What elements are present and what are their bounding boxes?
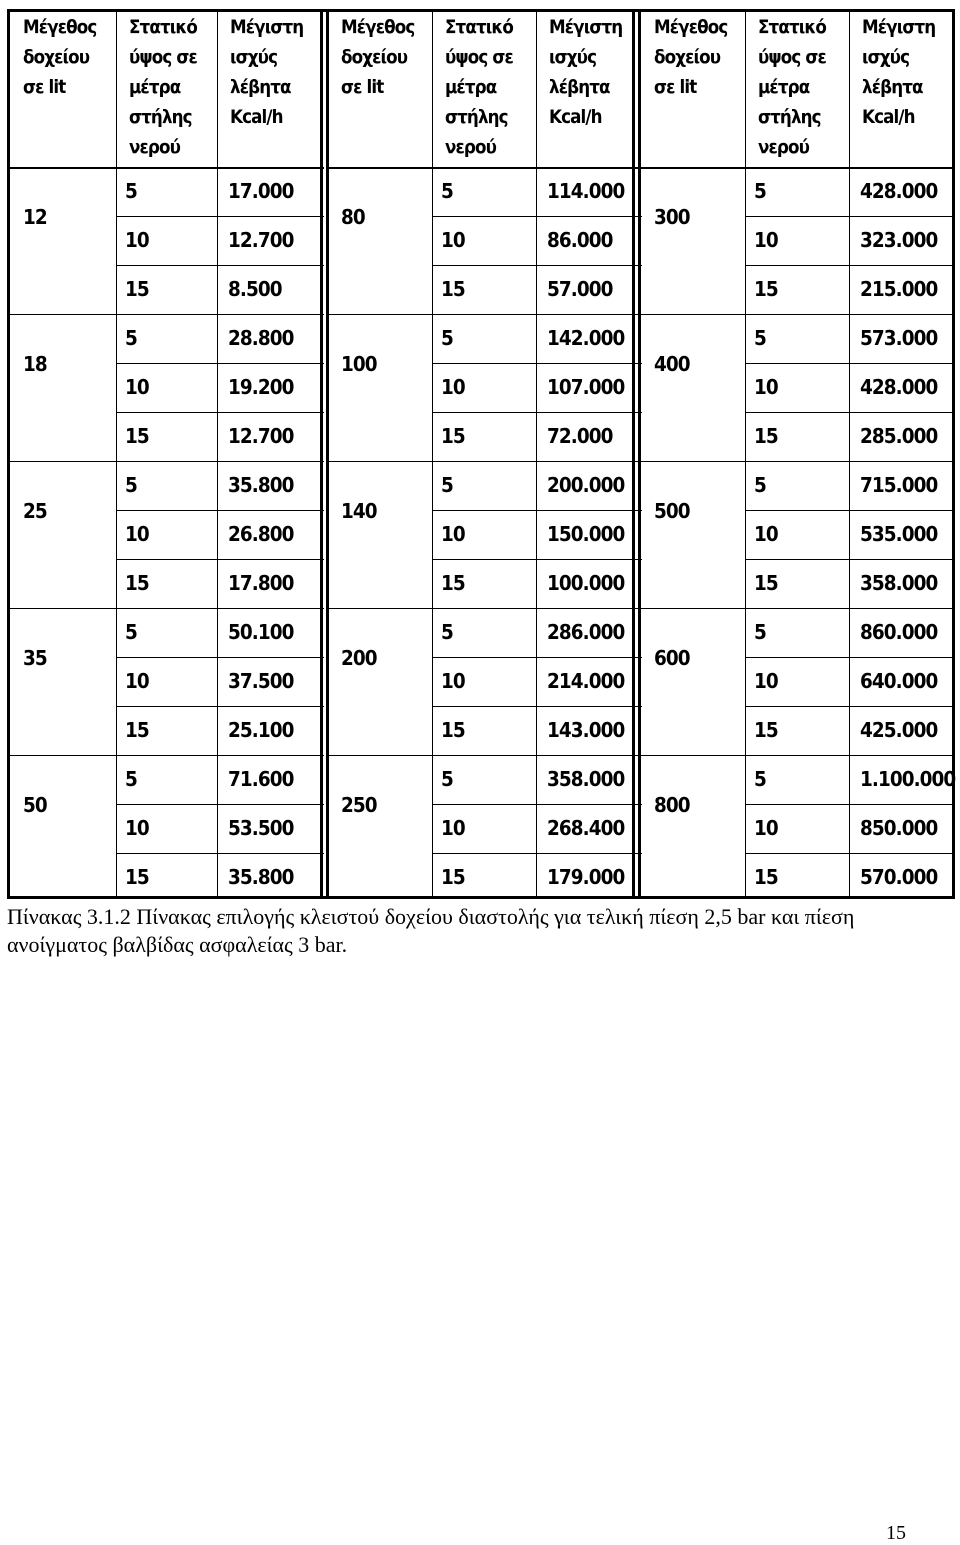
- static-height-cell: 15: [125, 865, 149, 889]
- table-rule: [10, 608, 324, 609]
- table-rule: [116, 853, 324, 854]
- static-height-cell: 10: [754, 522, 778, 546]
- max-boiler-power-cell: 17.800: [228, 571, 294, 595]
- max-boiler-power-cell: 428.000: [860, 375, 938, 399]
- static-height-cell: 10: [754, 669, 778, 693]
- max-boiler-power-cell: 50.100: [228, 620, 294, 644]
- static-height-cell: 10: [125, 228, 149, 252]
- table-rule: [116, 559, 324, 560]
- static-height-cell: 10: [441, 522, 465, 546]
- max-boiler-power-cell: 12.700: [228, 228, 294, 252]
- max-boiler-power-cell: 28.800: [228, 326, 294, 350]
- table-column-rule: [116, 12, 117, 896]
- max-boiler-power-cell: 268.400: [547, 816, 625, 840]
- static-height-cell: 5: [125, 767, 137, 791]
- table-rule: [116, 265, 324, 266]
- max-boiler-power-cell: 215.000: [860, 277, 938, 301]
- static-height-cell: 15: [754, 277, 778, 301]
- tank-size-cell: 800: [654, 793, 690, 817]
- page-number: 15: [886, 1522, 906, 1544]
- tank-size-cell: 250: [341, 793, 377, 817]
- max-boiler-power-cell: 214.000: [547, 669, 625, 693]
- static-height-cell: 10: [441, 375, 465, 399]
- table-rule: [432, 363, 642, 364]
- max-boiler-power-cell: 72.000: [547, 424, 613, 448]
- static-height-cell: 5: [754, 179, 766, 203]
- table-rule: [10, 755, 324, 756]
- table-rule: [116, 657, 324, 658]
- static-height-cell: 15: [441, 718, 465, 742]
- static-height-cell: 15: [441, 571, 465, 595]
- max-boiler-power-cell: 143.000: [547, 718, 625, 742]
- table-rule: [641, 314, 955, 315]
- table-rule: [641, 608, 955, 609]
- max-boiler-power-cell: 358.000: [547, 767, 625, 791]
- tank-size-cell: 300: [654, 205, 690, 229]
- table-rule: [432, 657, 642, 658]
- table-rule: [328, 314, 642, 315]
- static-height-cell: 5: [125, 620, 137, 644]
- static-height-cell: 5: [754, 620, 766, 644]
- table-column-rule: [638, 12, 641, 896]
- static-height-cell: 10: [125, 375, 149, 399]
- static-height-cell: 5: [441, 179, 453, 203]
- max-boiler-power-cell: 100.000: [547, 571, 625, 595]
- table-caption: Πίνακας 3.1.2 Πίνακας επιλογής κλειστού δοχείου διαστολής για τελική πίεση 2,5 bar και πίεση ανοίγματος βαλβίδας ασφαλείας 3 bar.: [7, 904, 855, 957]
- static-height-cell: 5: [754, 473, 766, 497]
- table-rule: [745, 510, 955, 511]
- expansion-tank-table: [7, 9, 955, 899]
- max-boiler-power-cell: 8.500: [228, 277, 282, 301]
- max-boiler-power-cell: 25.100: [228, 718, 294, 742]
- tank-size-cell: 140: [341, 499, 377, 523]
- table-rule: [10, 167, 324, 169]
- max-boiler-power-cell: 107.000: [547, 375, 625, 399]
- max-boiler-power-cell: 200.000: [547, 473, 625, 497]
- max-boiler-power-cell: 570.000: [860, 865, 938, 889]
- table-rule: [10, 314, 324, 315]
- column-header: Μέγιστη ισχύς λέβητα Kcal/h: [230, 16, 304, 128]
- table-column-rule: [849, 12, 850, 896]
- table-rule: [116, 412, 324, 413]
- static-height-cell: 10: [125, 669, 149, 693]
- static-height-cell: 15: [125, 718, 149, 742]
- table-rule: [328, 461, 642, 462]
- max-boiler-power-cell: 573.000: [860, 326, 938, 350]
- table-rule: [432, 510, 642, 511]
- static-height-cell: 15: [754, 571, 778, 595]
- table-rule: [432, 853, 642, 854]
- table-rule: [745, 265, 955, 266]
- max-boiler-power-cell: 19.200: [228, 375, 294, 399]
- max-boiler-power-cell: 323.000: [860, 228, 938, 252]
- column-header: Στατικό ύψος σε μέτρα στήλης νερού: [758, 16, 826, 158]
- tank-size-cell: 500: [654, 499, 690, 523]
- max-boiler-power-cell: 12.700: [228, 424, 294, 448]
- static-height-cell: 10: [754, 375, 778, 399]
- max-boiler-power-cell: 285.000: [860, 424, 938, 448]
- tank-size-cell: 100: [341, 352, 377, 376]
- static-height-cell: 10: [441, 669, 465, 693]
- column-header: Στατικό ύψος σε μέτρα στήλης νερού: [129, 16, 197, 158]
- table-rule: [116, 363, 324, 364]
- max-boiler-power-cell: 150.000: [547, 522, 625, 546]
- static-height-cell: 5: [441, 767, 453, 791]
- table-rule: [328, 755, 642, 756]
- table-rule: [745, 706, 955, 707]
- table-rule: [432, 559, 642, 560]
- column-header: Μέγιστη ισχύς λέβητα Kcal/h: [549, 16, 623, 128]
- max-boiler-power-cell: 640.000: [860, 669, 938, 693]
- static-height-cell: 15: [441, 277, 465, 301]
- table-rule: [432, 804, 642, 805]
- tank-size-cell: 50: [23, 793, 47, 817]
- table-rule: [745, 657, 955, 658]
- static-height-cell: 5: [125, 326, 137, 350]
- table-column-rule: [217, 12, 218, 896]
- table-rule: [116, 510, 324, 511]
- static-height-cell: 15: [441, 865, 465, 889]
- table-rule: [116, 706, 324, 707]
- static-height-cell: 15: [125, 424, 149, 448]
- tank-size-cell: 400: [654, 352, 690, 376]
- static-height-cell: 5: [754, 767, 766, 791]
- tank-size-cell: 200: [341, 646, 377, 670]
- table-column-rule: [432, 12, 433, 896]
- max-boiler-power-cell: 37.500: [228, 669, 294, 693]
- table-column-rule: [320, 12, 323, 896]
- table-rule: [432, 216, 642, 217]
- table-rule: [745, 559, 955, 560]
- max-boiler-power-cell: 1.100.000: [860, 767, 956, 791]
- column-header: Μέγεθος δοχείου σε lit: [654, 16, 728, 98]
- tank-size-cell: 600: [654, 646, 690, 670]
- table-rule: [116, 804, 324, 805]
- table-rule: [116, 216, 324, 217]
- table-column-rule: [326, 12, 329, 896]
- table-rule: [10, 461, 324, 462]
- table-rule: [745, 412, 955, 413]
- table-column-rule: [745, 12, 746, 896]
- max-boiler-power-cell: 142.000: [547, 326, 625, 350]
- max-boiler-power-cell: 428.000: [860, 179, 938, 203]
- column-header: Μέγεθος δοχείου σε lit: [341, 16, 415, 98]
- table-column-rule: [536, 12, 537, 896]
- table-rule: [432, 265, 642, 266]
- max-boiler-power-cell: 57.000: [547, 277, 613, 301]
- max-boiler-power-cell: 53.500: [228, 816, 294, 840]
- max-boiler-power-cell: 86.000: [547, 228, 613, 252]
- max-boiler-power-cell: 35.800: [228, 865, 294, 889]
- tank-size-cell: 25: [23, 499, 47, 523]
- max-boiler-power-cell: 860.000: [860, 620, 938, 644]
- max-boiler-power-cell: 26.800: [228, 522, 294, 546]
- tank-size-cell: 12: [23, 205, 47, 229]
- static-height-cell: 5: [441, 473, 453, 497]
- static-height-cell: 5: [441, 620, 453, 644]
- table-rule: [328, 167, 642, 169]
- static-height-cell: 10: [441, 228, 465, 252]
- static-height-cell: 10: [125, 816, 149, 840]
- column-header: Μέγεθος δοχείου σε lit: [23, 16, 97, 98]
- table-rule: [745, 216, 955, 217]
- table-rule: [432, 412, 642, 413]
- static-height-cell: 15: [125, 277, 149, 301]
- static-height-cell: 10: [754, 228, 778, 252]
- table-rule: [641, 755, 955, 756]
- static-height-cell: 15: [441, 424, 465, 448]
- static-height-cell: 5: [441, 326, 453, 350]
- table-rule: [432, 706, 642, 707]
- static-height-cell: 5: [125, 473, 137, 497]
- static-height-cell: 15: [754, 718, 778, 742]
- table-rule: [641, 167, 955, 169]
- static-height-cell: 15: [754, 424, 778, 448]
- tank-size-cell: 80: [341, 205, 365, 229]
- column-header: Στατικό ύψος σε μέτρα στήλης νερού: [445, 16, 513, 158]
- table-rule: [745, 363, 955, 364]
- table-rule: [328, 608, 642, 609]
- max-boiler-power-cell: 358.000: [860, 571, 938, 595]
- static-height-cell: 5: [125, 179, 137, 203]
- max-boiler-power-cell: 71.600: [228, 767, 294, 791]
- tank-size-cell: 35: [23, 646, 47, 670]
- max-boiler-power-cell: 535.000: [860, 522, 938, 546]
- max-boiler-power-cell: 17.000: [228, 179, 294, 203]
- static-height-cell: 5: [754, 326, 766, 350]
- max-boiler-power-cell: 179.000: [547, 865, 625, 889]
- max-boiler-power-cell: 715.000: [860, 473, 938, 497]
- tank-size-cell: 18: [23, 352, 47, 376]
- max-boiler-power-cell: 425.000: [860, 718, 938, 742]
- static-height-cell: 15: [754, 865, 778, 889]
- max-boiler-power-cell: 850.000: [860, 816, 938, 840]
- column-header: Μέγιστη ισχύς λέβητα Kcal/h: [862, 16, 936, 128]
- static-height-cell: 10: [441, 816, 465, 840]
- max-boiler-power-cell: 35.800: [228, 473, 294, 497]
- max-boiler-power-cell: 114.000: [547, 179, 625, 203]
- table-rule: [745, 853, 955, 854]
- static-height-cell: 15: [125, 571, 149, 595]
- static-height-cell: 10: [754, 816, 778, 840]
- max-boiler-power-cell: 286.000: [547, 620, 625, 644]
- table-column-rule: [632, 12, 635, 896]
- static-height-cell: 10: [125, 522, 149, 546]
- table-rule: [745, 804, 955, 805]
- table-rule: [641, 461, 955, 462]
